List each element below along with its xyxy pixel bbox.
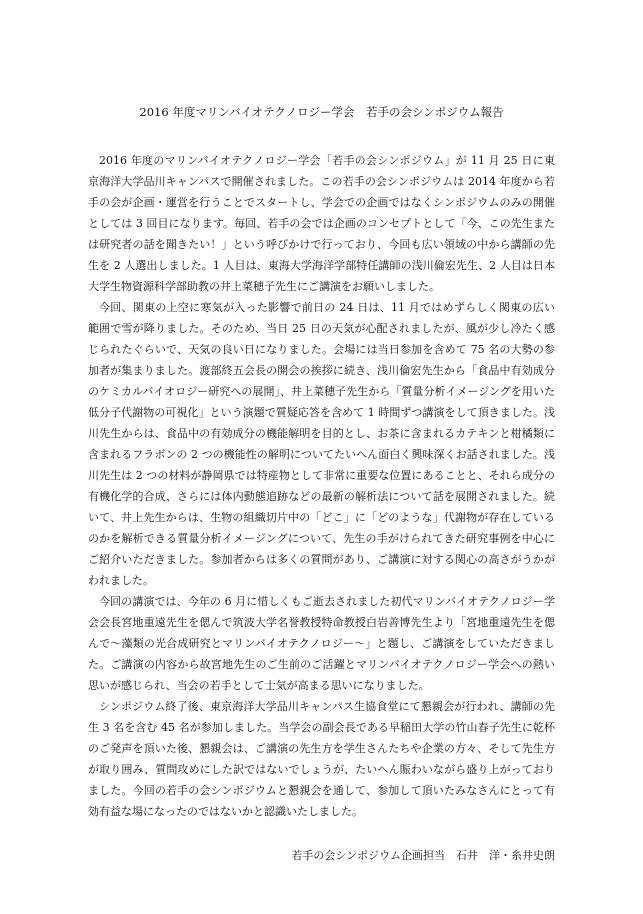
document-title: 2016 年度マリンバイオテクノロジー学会 若手の会シンポジウム報告 <box>139 105 504 119</box>
signature: 若手の会シンポジウム企画担当 石井 洋・糸井史朗 <box>291 849 555 863</box>
paragraph-lectures: 今回、関東の上空に寒気が入った影響で前日の 24 日は、11 月ではめずらしく関東の広い範囲で雪が降りました。そのため、当日 25 日の天気が心配されましたが、風が少し冷たく感じられたぐらいで、天気の良い日になりました。会場には当日参加を含めて 75 名の大勢の参加者が集まりました。渡部終五会長の開会の挨拶に続き、浅川倫宏先生から「食品中有効成分のケミカルバイオロジー研究への展開」、井上菜穂子先生から「質量分析イメージングを用いた低分子代謝物の可視化」という演題で質疑応答を含めて 1 時間ずつ講演をして頂きました。浅川先生からは、食品中の有効成分の機能解明を目的とし、お茶に含まれるカテキンと柑橘類に含まれるフラボンの 2 つの機能性の解明についてたいへん面白く興味深くお話されました。浅川先生は 2 つの材料が静岡県では特産物として非常に重要な位置にあることと、それら成分の有機化学的合成、さらには体内動態追跡などの最新の解析法について話を展開されました。続いて、井上先生からは、生物の組織切片中の「どこ」に「どのような」代謝物が存在しているのかを解析できる質量分析イメージングについて、先生の手がけられてきた研究事例を中心にご紹介いただきました。参加者からは多くの質問があり、ご講演に対する関心の高さがうかがわれました。 <box>88 301 555 588</box>
paragraph-memorial-lecture: 今回の講演では、今年の 6 月に惜しくもご逝去されました初代マリンバイオテクノロジー学会会長宮地重遠先生を偲んで筑波大学名誉教授特命教授白岩善博先生より「宮地重遠先生を偲んで～藻類の光合成研究とマリンバイオテクノロジー～」と題し、ご講演をしていただきました。ご講演の内容から故宮地先生のご生前のご活躍とマリンバイオテクノロジー学会への熱い思いが感じられ、当会の若手として士気が高まる思いになりました。 <box>88 595 555 693</box>
document-body <box>88 150 555 822</box>
paragraph-reception: シンポジウム終了後、東京海洋大学品川キャンパス生協食堂にて懇親会が行われ、講師の先生 3 名を含む 45 名が参加しました。当学会の副会長である早稲田大学の竹山春子先生に乾杯のご発声を頂いた後、懇親会は、ご講演の先生方を学生さんたちや企業の方々、そして先生方が取り囲み、質問攻めにした訳ではないでしょうが、たいへん賑わいながら盛り上がっておりました。今回の若手の会シンポジウムと懇親会を通して、参加して頂いたみなさんにとって有効有益な場になったのではないかと認識いたしました。 <box>88 700 555 819</box>
paragraph-intro: 2016 年度のマリンバイオテクノロジー学会「若手の会シンポジウム」が 11 月 25 日に東京海洋大学品川キャンパスで開催されました。この若手の会シンポジウムは 2014 年度から若手の会が企画・運営を行うことでスタートし、学会での企画ではなくシンポジウムのみの開催としては 3 回目になります。毎回、若手の会では企画のコンセプトとして「今、この先生または研究者の話を聞きたい！」という呼びかけで行っており、今回も広い領域の中から講師の先生を 2 人選出しました。1 人目は、東海大学海洋学部特任講師の浅川倫宏先生、2 人目は日本大学生物資源科学部助教の井上菜穂子先生にご講演をお願いしました。 <box>88 154 555 294</box>
